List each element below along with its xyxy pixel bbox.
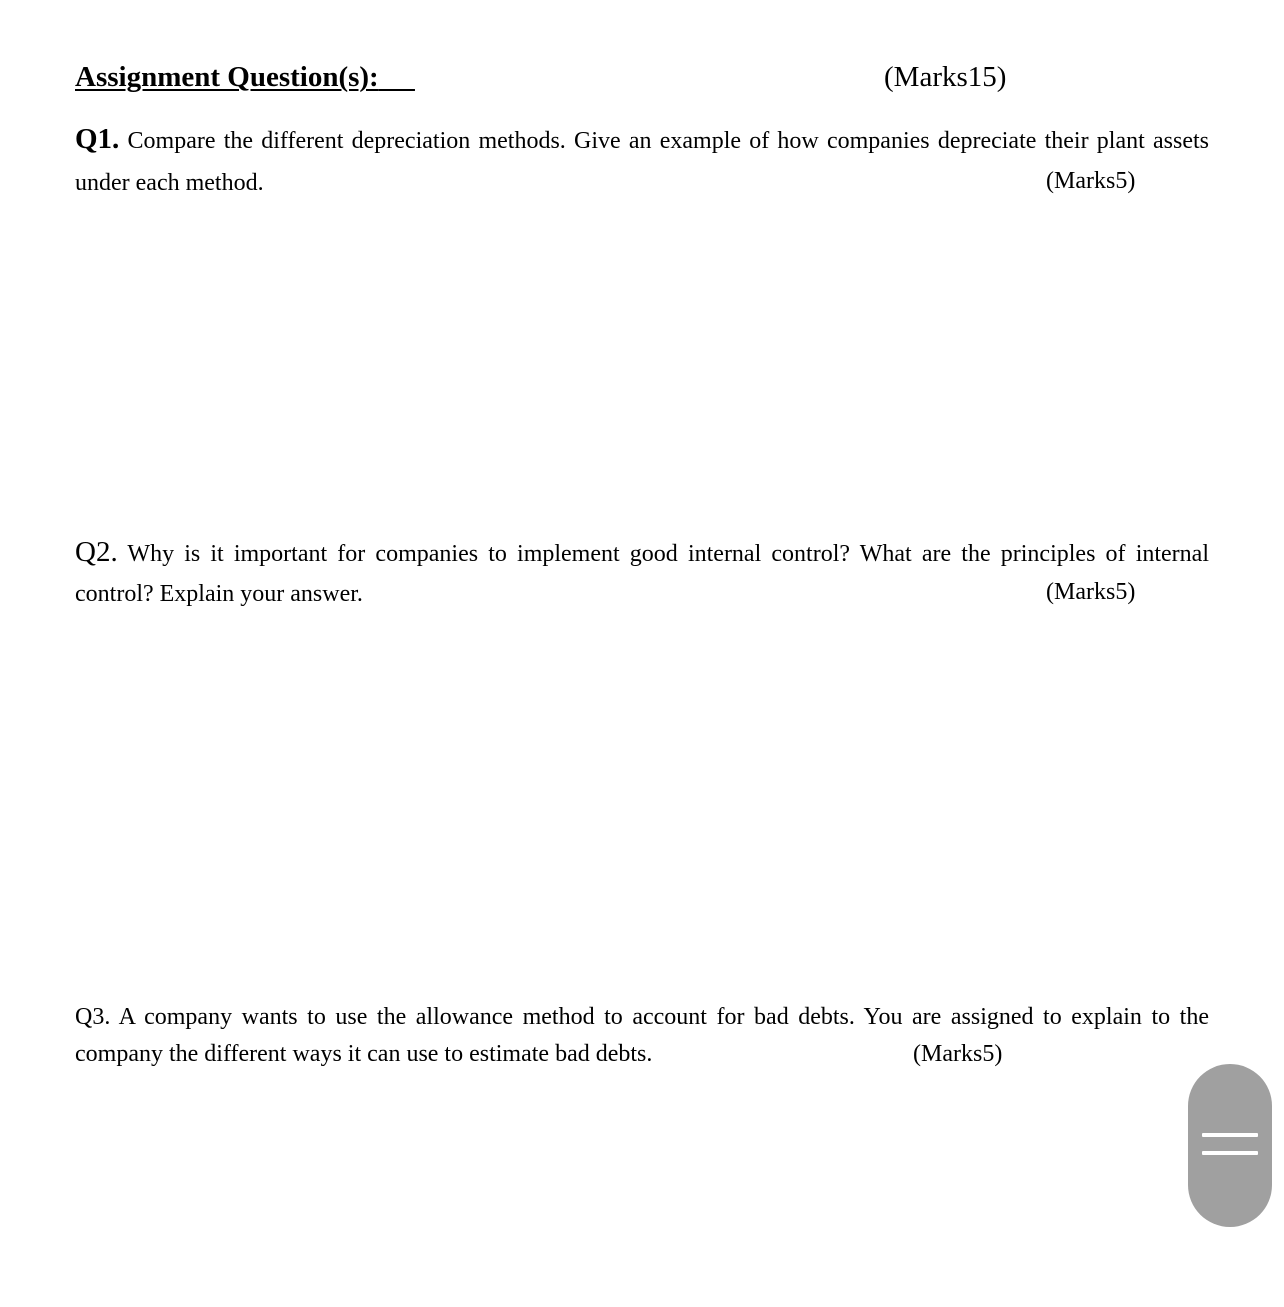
assignment-heading-text: Assignment Question(s): (75, 61, 379, 93)
question-3-text: A company wants to use the allowance method to account for bad debts. You are assigned to explain to the company the different ways it can use to estimate bad debts. (75, 1004, 1209, 1067)
question-2 (75, 532, 1209, 614)
drag-handle-icon-lower-bar (1202, 1151, 1258, 1155)
question-1-marks: (Marks5) (1046, 168, 1136, 194)
assignment-heading (75, 57, 480, 97)
assignment-heading-underline-padding (379, 61, 415, 93)
total-marks: (Marks15) (884, 61, 1007, 93)
question-3-number: Q3. (75, 1004, 111, 1030)
question-1-text: Compare the different depreciation methods. Give an example of how companies depreciate their plant assets under each method. (75, 128, 1209, 196)
question-1 (75, 118, 1209, 204)
question-3-marks: (Marks5) (913, 1041, 1003, 1067)
question-3 (75, 999, 1209, 1073)
scroll-handle[interactable] (1188, 1064, 1272, 1227)
drag-handle-icon (1202, 1133, 1258, 1137)
question-2-marks: (Marks5) (1046, 579, 1136, 605)
question-2-number: Q2. (75, 536, 118, 568)
question-2-text: Why is it important for companies to implement good internal control? What are the principles of internal control? Explain your answer. (75, 541, 1209, 607)
question-1-number: Q1. (75, 123, 120, 155)
